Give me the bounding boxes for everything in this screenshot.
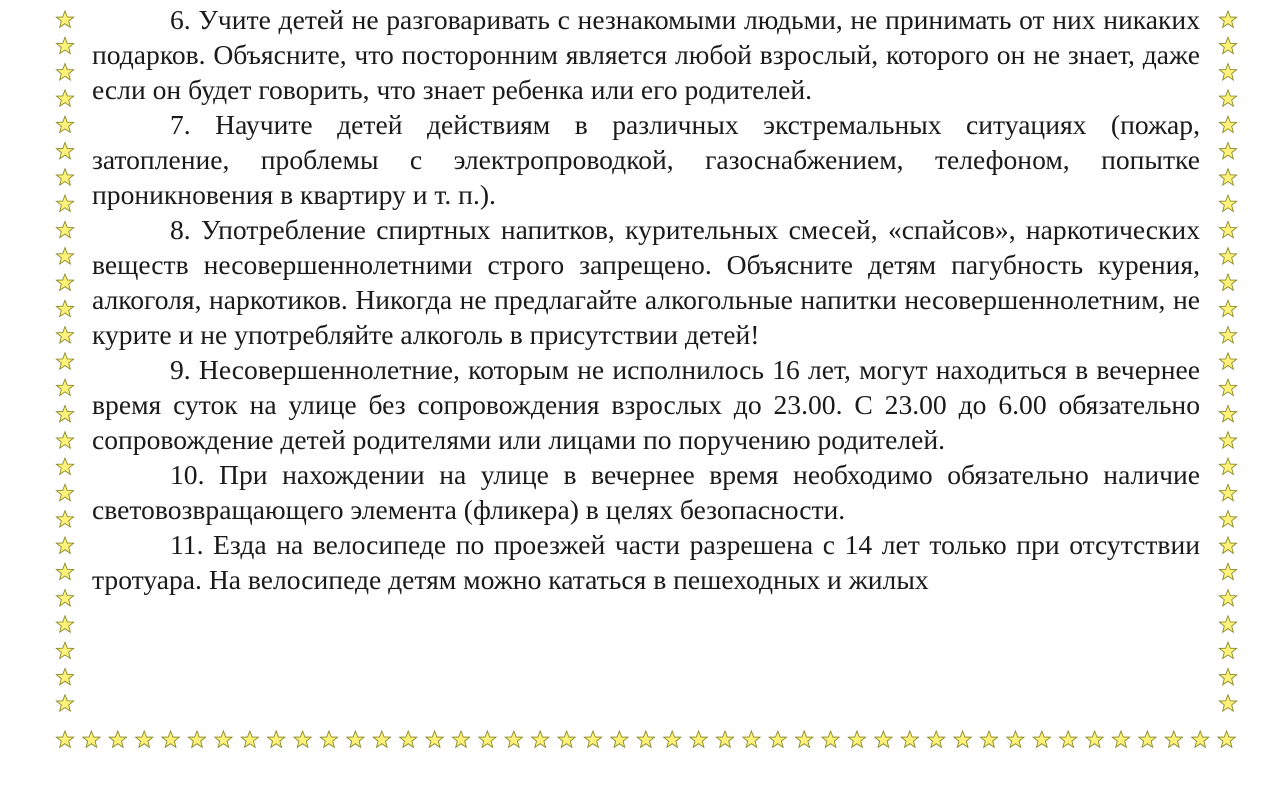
star-icon (56, 379, 73, 395)
star-icon (1219, 221, 1236, 237)
star-icon (1112, 731, 1129, 747)
paragraph-6: 6. Учите детей не разговаривать с незнакомыми людьми, не принимать от них никаких подарков. Объясните, что посторонним является любой взрослый, которого он не знает, даже если он будет говорить, что знает ребенка или его родителей. (92, 4, 1200, 105)
star-icon (1219, 169, 1236, 185)
star-icon (56, 432, 73, 448)
star-icon (56, 90, 73, 106)
star-icon (400, 731, 417, 747)
star-icon (532, 731, 549, 747)
star-icon (56, 274, 73, 290)
star-icon (294, 731, 311, 747)
star-icon (1219, 248, 1236, 264)
star-icon (241, 731, 258, 747)
star-icon (1219, 432, 1236, 448)
star-icon (56, 37, 73, 53)
star-icon (56, 11, 73, 27)
star-icon (109, 731, 126, 747)
star-icon (56, 353, 73, 369)
star-icon (1219, 327, 1236, 343)
star-icon (1060, 731, 1077, 747)
star-icon (56, 300, 73, 316)
star-icon (796, 731, 813, 747)
left-star-column (56, 11, 73, 711)
star-icon (1219, 616, 1236, 632)
star-icon (56, 221, 73, 237)
star-icon (1218, 731, 1235, 747)
star-icon (1219, 90, 1236, 106)
star-icon (1219, 64, 1236, 80)
star-icon (716, 731, 733, 747)
star-icon (56, 731, 73, 747)
star-icon (56, 116, 73, 132)
star-icon (1086, 731, 1103, 747)
star-icon (56, 537, 73, 553)
star-icon (1219, 379, 1236, 395)
star-icon (1219, 537, 1236, 553)
star-icon (426, 731, 443, 747)
bottom-star-row (56, 731, 1235, 747)
star-icon (901, 731, 918, 747)
star-icon (1219, 695, 1236, 711)
star-icon (1219, 563, 1236, 579)
star-icon (452, 731, 469, 747)
right-star-column (1219, 11, 1236, 711)
star-icon (268, 731, 285, 747)
star-icon (347, 731, 364, 747)
paragraph-8: 8. Употребление спиртных напитков, курительных смесей, «спайсов», наркотических веществ несовершеннолетними строго запрещено. Объясните детям пагубность курения, алкоголя, наркотиков. Никогда не предлагайте алкогольные напитки несовершеннолетним, не курите и не употребляйте алкоголь в присутствии детей! (92, 214, 1200, 350)
paragraph-11: 11. Езда на велосипеде по проезжей части разрешена с 14 лет только при отсутствии тротуара. На велосипеде детям можно кататься в пешеходных и жилых (92, 529, 1200, 595)
star-icon (56, 563, 73, 579)
star-icon (56, 143, 73, 159)
star-icon (56, 458, 73, 474)
star-icon (690, 731, 707, 747)
star-icon (1192, 731, 1209, 747)
star-icon (215, 731, 232, 747)
star-icon (479, 731, 496, 747)
star-icon (928, 731, 945, 747)
star-icon (162, 731, 179, 747)
star-icon (1219, 511, 1236, 527)
star-icon (188, 731, 205, 747)
star-icon (56, 590, 73, 606)
star-icon (56, 695, 73, 711)
star-icon (822, 731, 839, 747)
star-icon (1219, 642, 1236, 658)
star-icon (1219, 406, 1236, 422)
star-icon (1219, 669, 1236, 685)
star-icon (505, 731, 522, 747)
star-icon (637, 731, 654, 747)
star-icon (1219, 458, 1236, 474)
star-icon (373, 731, 390, 747)
star-icon (136, 731, 153, 747)
star-icon (1219, 116, 1236, 132)
paragraph-10: 10. При нахождении на улице в вечернее время необходимо обязательно наличие световозвращающего элемента (фликера) в целях безопасности. (92, 459, 1200, 525)
star-icon (611, 731, 628, 747)
star-icon (83, 731, 100, 747)
star-icon (1033, 731, 1050, 747)
star-icon (1219, 484, 1236, 500)
star-icon (848, 731, 865, 747)
star-icon (56, 669, 73, 685)
star-icon (1219, 37, 1236, 53)
star-icon (1219, 11, 1236, 27)
star-icon (56, 484, 73, 500)
star-icon (743, 731, 760, 747)
star-icon (56, 195, 73, 211)
star-icon (56, 248, 73, 264)
star-icon (56, 64, 73, 80)
paragraph-7: 7. Научите детей действиям в различных экстремальных ситуациях (пожар, затопление, проблемы с электропроводкой, газоснабжением, телефоном, попытке проникновения в квартиру и т. п.). (92, 109, 1200, 210)
star-icon (1219, 143, 1236, 159)
star-icon (56, 406, 73, 422)
star-icon (1219, 300, 1236, 316)
star-icon (1219, 590, 1236, 606)
star-icon (1219, 195, 1236, 211)
star-icon (954, 731, 971, 747)
star-icon (56, 511, 73, 527)
star-icon (56, 642, 73, 658)
star-icon (56, 327, 73, 343)
star-icon (1219, 353, 1236, 369)
document-body (92, 2, 1200, 597)
star-icon (320, 731, 337, 747)
star-icon (56, 169, 73, 185)
star-icon (769, 731, 786, 747)
star-icon (875, 731, 892, 747)
star-icon (1219, 274, 1236, 290)
star-icon (56, 616, 73, 632)
star-icon (558, 731, 575, 747)
star-icon (1007, 731, 1024, 747)
paragraph-9: 9. Несовершеннолетние, которым не исполнилось 16 лет, могут находиться в вечернее время суток на улице без сопровождения взрослых до 23.00. С 23.00 до 6.00 обязательно сопровождение детей родителями или лицами по поручению родителей. (92, 354, 1200, 455)
star-icon (1165, 731, 1182, 747)
star-icon (664, 731, 681, 747)
star-icon (1139, 731, 1156, 747)
star-icon (584, 731, 601, 747)
star-icon (980, 731, 997, 747)
